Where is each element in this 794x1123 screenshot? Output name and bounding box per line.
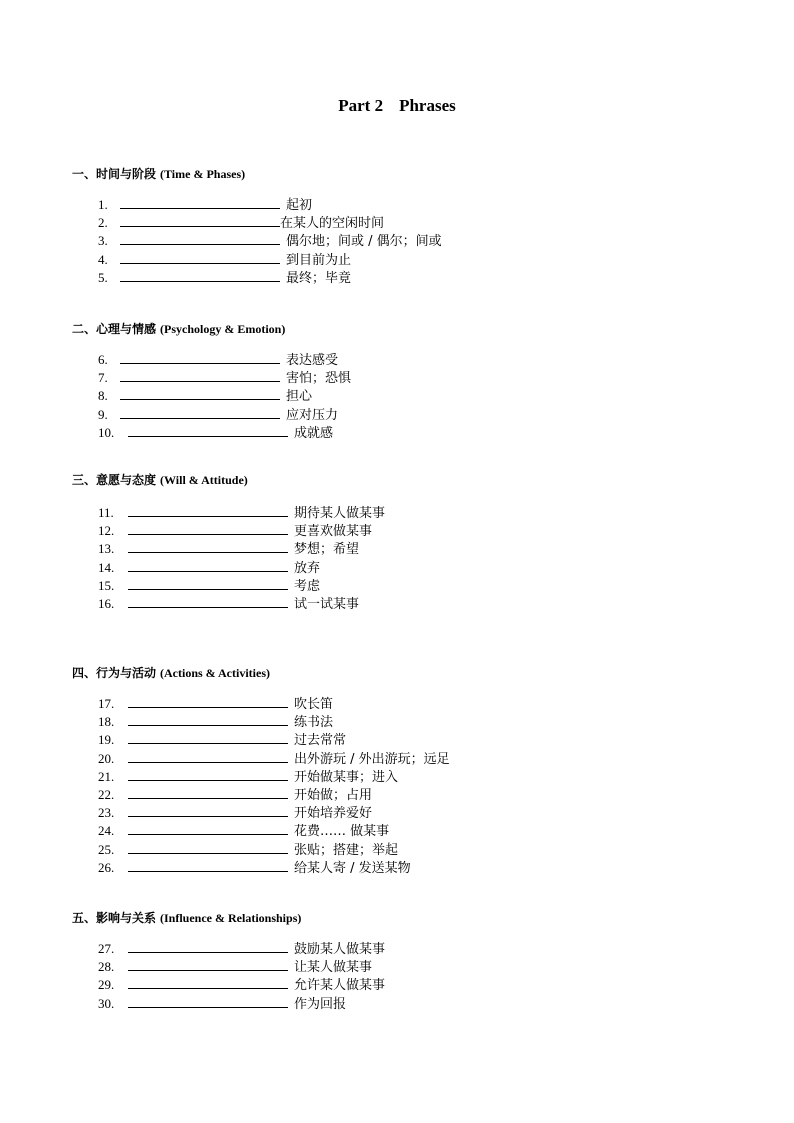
list-item: 22. 开始做；占用: [98, 786, 373, 803]
section-heading: 一、时间与阶段 (Time & Phases): [72, 167, 246, 181]
list-item: 1. 起初: [98, 197, 313, 213]
section-heading: 二、心理与情感 (Psychology & Emotion): [72, 322, 286, 336]
answer-blank[interactable]: [128, 822, 288, 835]
list-item: 19. 过去常常: [98, 732, 347, 749]
list-item: 15. 考虑: [98, 577, 321, 594]
answer-blank[interactable]: [120, 232, 280, 245]
list-item: 16. 试一试某事: [98, 595, 360, 612]
list-item: 12. 更喜欢做某事: [98, 523, 373, 540]
answer-blank[interactable]: [120, 351, 280, 364]
answer-blank[interactable]: [128, 713, 288, 726]
list-item: 21. 开始做某事；进入: [98, 768, 399, 785]
section-psychology-emotion: [72, 319, 752, 442]
list-item: 8. 担心: [98, 388, 313, 405]
section-time-phases: [72, 164, 752, 287]
answer-blank[interactable]: [128, 731, 288, 744]
answer-blank[interactable]: [128, 786, 288, 799]
list-item: 4. 到目前为止: [98, 251, 352, 268]
list-item: 24. 花费…… 做某事: [98, 823, 390, 840]
list-item: 13. 梦想；希望: [98, 541, 360, 558]
list-item: 5. 最终；毕竟: [98, 269, 352, 286]
list-item: 23. 开始培养爱好: [98, 805, 373, 822]
answer-blank[interactable]: [120, 387, 280, 400]
answer-blank[interactable]: [128, 522, 288, 535]
answer-blank[interactable]: [128, 940, 288, 953]
list-item: 29. 允许某人做某事: [98, 977, 386, 994]
answer-blank[interactable]: [120, 369, 280, 382]
list-item: 25. 张贴；搭建；举起: [98, 841, 399, 858]
list-item: 9. 应对压力: [98, 406, 339, 423]
answer-blank[interactable]: [128, 750, 288, 763]
section-heading: 三、意愿与态度 (Will & Attitude): [72, 473, 248, 487]
answer-blank[interactable]: [128, 559, 288, 572]
list-item: 11. 期待某人做某事: [98, 505, 386, 521]
list-item: 28. 让某人做某事: [98, 959, 373, 976]
title-name: Phrases: [399, 96, 456, 115]
list-item: 27. 鼓励某人做某事: [98, 941, 386, 957]
list-item: 10. 成就感: [98, 424, 334, 441]
section-heading: 四、行为与活动 (Actions & Activities): [72, 666, 270, 680]
section-heading: 五、影响与关系 (Influence & Relationships): [72, 911, 302, 925]
section-influence-relationships: [72, 908, 752, 1013]
answer-blank[interactable]: [128, 424, 288, 437]
list-item: 26. 给某人寄 / 发送某物: [98, 859, 411, 876]
section-will-attitude: [72, 470, 752, 613]
answer-blank[interactable]: [120, 214, 280, 227]
list-item: 30. 作为回报: [98, 995, 347, 1012]
answer-blank[interactable]: [128, 695, 288, 708]
answer-blank[interactable]: [128, 859, 288, 872]
answer-blank[interactable]: [120, 406, 280, 419]
answer-blank[interactable]: [120, 269, 280, 282]
section-actions-activities: [72, 663, 752, 877]
answer-blank[interactable]: [128, 841, 288, 854]
list-item: 17. 吹长笛: [98, 696, 334, 712]
list-item: 6. 表达感受: [98, 352, 339, 368]
answer-blank[interactable]: [120, 251, 280, 264]
list-item: 3. 偶尔地；间或 / 偶尔；间或: [98, 233, 442, 250]
list-item: 7. 害怕；恐惧: [98, 370, 352, 387]
list-item: 2. 在某人的空闲时间: [98, 215, 385, 232]
answer-blank[interactable]: [128, 976, 288, 989]
answer-blank[interactable]: [128, 577, 288, 590]
answer-blank[interactable]: [128, 540, 288, 553]
list-item: 20. 出外游玩 / 外出游玩；远足: [98, 750, 450, 767]
answer-blank[interactable]: [128, 995, 288, 1008]
answer-blank[interactable]: [128, 768, 288, 781]
list-item: 14. 放弃: [98, 559, 321, 576]
answer-blank[interactable]: [120, 196, 280, 209]
answer-blank[interactable]: [128, 504, 288, 517]
answer-blank[interactable]: [128, 804, 288, 817]
part-label: Part 2: [338, 96, 384, 115]
page-title: [0, 96, 794, 116]
answer-blank[interactable]: [128, 958, 288, 971]
list-item: 18. 练书法: [98, 714, 334, 731]
answer-blank[interactable]: [128, 595, 288, 608]
